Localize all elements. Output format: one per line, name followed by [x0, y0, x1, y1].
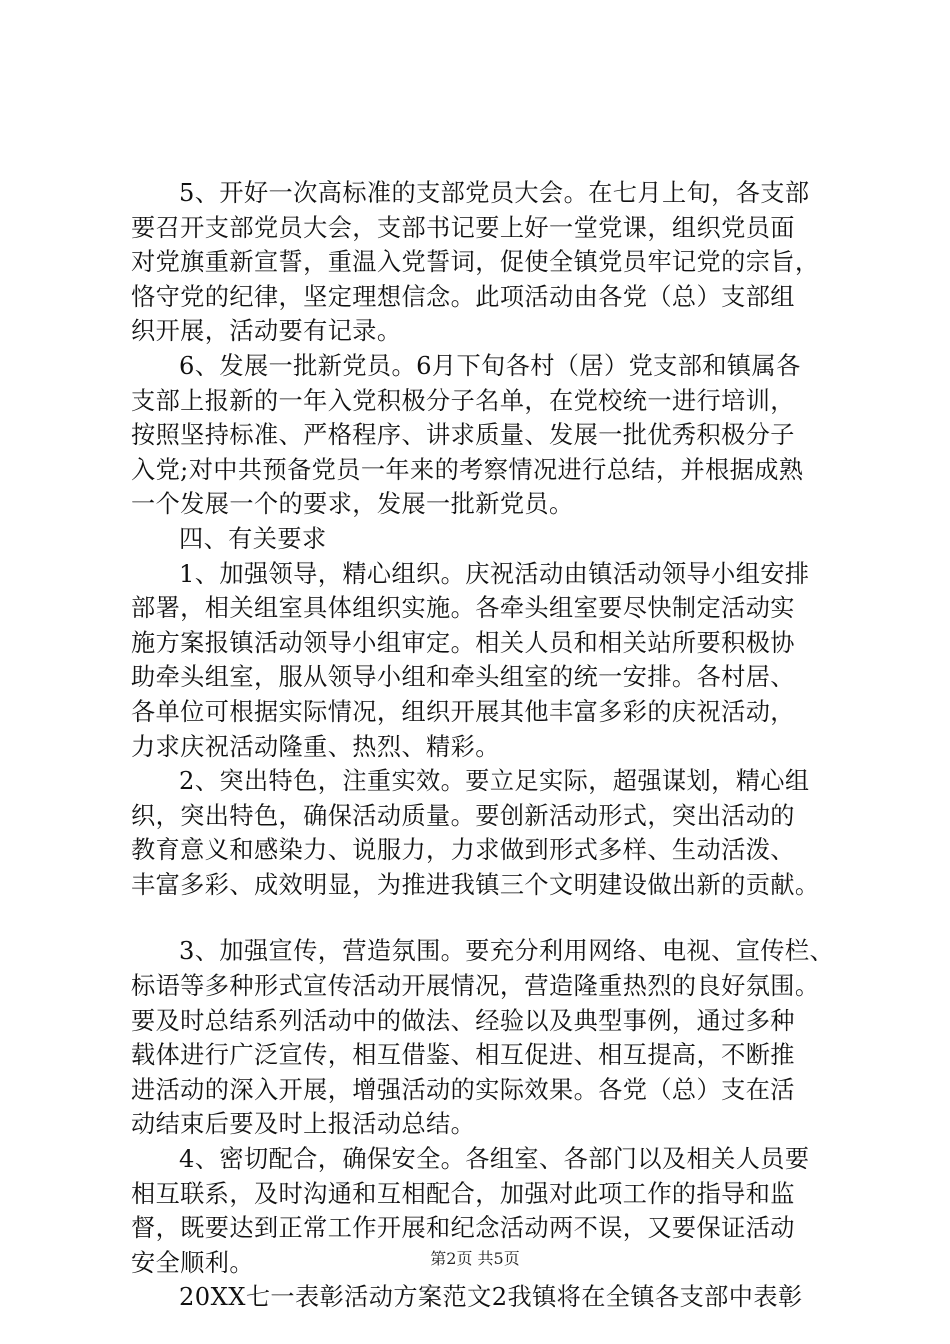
text-line: 支部上报新的一年入党积极分子名单，在党校统一进行培训，	[131, 386, 795, 415]
text-line: 相互联系，及时沟通和互相配合，加强对此项工作的指导和监	[131, 1179, 795, 1208]
paragraph-gap	[131, 902, 831, 934]
text-line: 按照坚持标准、严格程序、讲求质量、发展一批优秀积极分子	[131, 421, 795, 450]
text-line: 恪守党的纪律，坚定理想信念。此项活动由各党（总）支部组	[131, 282, 795, 311]
text-line: 教育意义和感染力、说服力，力求做到形式多样、生动活泼、	[131, 836, 795, 865]
text-line: 助牵头组室，服从领导小组和牵头组室的统一安排。各村居、	[131, 663, 795, 692]
text-line: 6、发展一批新党员。6月下旬各村（居）党支部和镇属各	[179, 351, 801, 380]
text-line: 载体进行广泛宣传，相互借鉴、相互促进、相互提高，不断推	[131, 1041, 795, 1070]
text-line: 1、加强领导，精心组织。庆祝活动由镇活动领导小组安排	[179, 559, 810, 588]
text-line: 要及时总结系列活动中的做法、经验以及典型事例，通过多种	[131, 1006, 795, 1035]
text-line: 部署，相关组室具体组织实施。各牵头组室要尽快制定活动实	[131, 594, 795, 623]
section-heading: 四、有关要求	[179, 524, 327, 553]
text-line: 织，突出特色，确保活动质量。要创新活动形式，突出活动的	[131, 801, 795, 830]
text-line: 5、开好一次高标准的支部党员大会。在七月上旬，各支部	[179, 179, 810, 207]
text-line: 标语等多种形式宣传活动开展情况，营造隆重热烈的良好氛围。	[131, 972, 820, 1001]
text-line: 对党旗重新宣誓，重温入党誓词，促使全镇党员牢记党的宗旨，	[131, 248, 820, 277]
text-line: 一个发展一个的要求，发展一批新党员。	[131, 490, 574, 519]
text-line: 3、加强宣传，营造氛围。要充分利用网络、电视、宣传栏、	[179, 937, 835, 966]
text-line: 织开展，活动要有记录。	[131, 317, 402, 346]
text-line: 施方案报镇活动领导小组审定。相关人员和相关站所要积极协	[131, 628, 795, 657]
text-line: 要召开支部党员大会，支部书记要上好一堂党课，组织党员面	[131, 213, 795, 242]
text-line: 动结束后要及时上报活动总结。	[131, 1110, 476, 1139]
text-line: 入党;对中共预备党员一年来的考察情况进行总结，并根据成熟	[131, 455, 804, 484]
text-line: 督，既要达到正常工作开展和纪念活动两不误，又要保证活动	[131, 1214, 795, 1243]
text-line: 4、密切配合，确保安全。各组室、各部门以及相关人员要	[179, 1145, 810, 1174]
document-body	[131, 176, 835, 1315]
text-line: 力求庆祝活动隆重、热烈、精彩。	[131, 732, 500, 761]
page-number-footer: 第2页 共5页	[430, 1249, 520, 1268]
text-line: 安全顺利。	[131, 1248, 254, 1277]
text-line: 20XX七一表彰活动方案范文2我镇将在全镇各支部中表彰	[179, 1283, 803, 1312]
text-line: 丰富多彩、成效明显，为推进我镇三个文明建设做出新的贡献。	[131, 870, 820, 899]
text-line: 2、突出特色，注重实效。要立足实际，超强谋划，精心组	[179, 767, 810, 796]
text-line: 进活动的深入开展，增强活动的实际效果。各党（总）支在活	[131, 1075, 795, 1104]
text-line: 各单位可根据实际情况，组织开展其他丰富多彩的庆祝活动，	[131, 697, 795, 726]
